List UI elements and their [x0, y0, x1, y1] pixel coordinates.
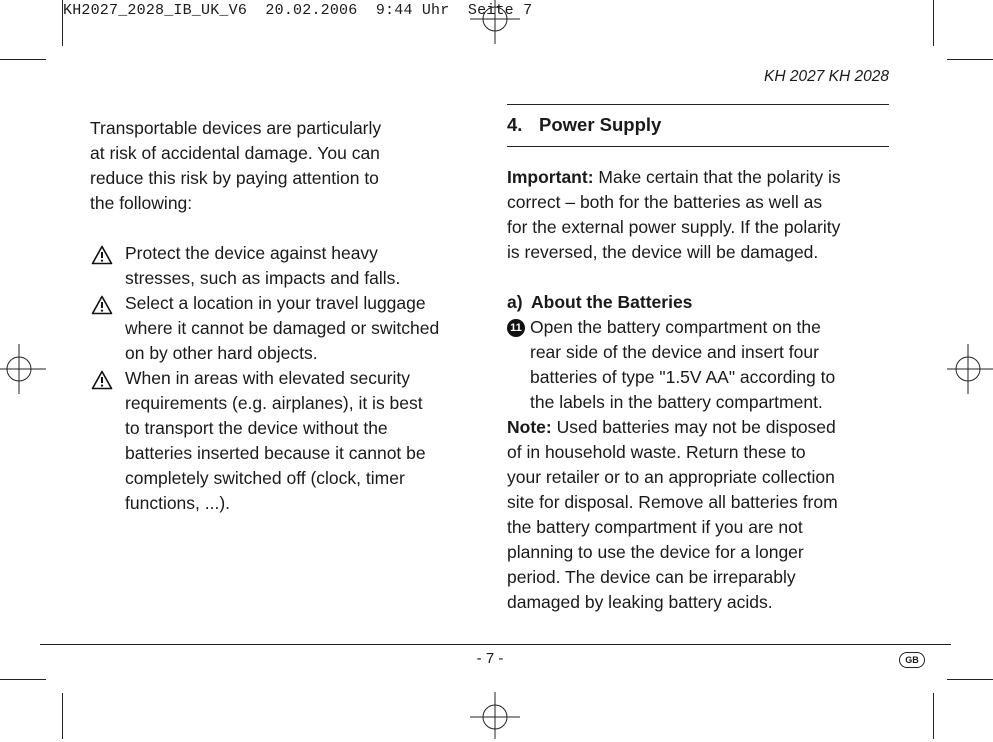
crop-mark — [933, 693, 934, 739]
crop-mark — [947, 59, 993, 60]
important-paragraph: Important: Make certain that the polarity is correct – both for the batteries as well as for the external power supply. If the polarity is reversed, the device will be damaged. — [507, 167, 841, 262]
model-number: KH 2027 KH 2028 — [764, 68, 889, 85]
country-badge: GB — [899, 652, 925, 668]
registration-mark-icon — [0, 344, 50, 394]
registration-mark-icon — [470, 692, 520, 742]
crop-mark — [947, 679, 993, 680]
intro-paragraph: Transportable devices are particularly at risk of accidental damage. You can reduce this risk by paying attention to the following: — [90, 118, 382, 213]
page-number: - 7 - — [476, 650, 504, 667]
registration-mark-icon — [943, 344, 993, 394]
step-item: 11 Open the battery compartment on the rear side of the device and insert four batteries of type "1.5V AA" according to the labels in the battery compartment. — [507, 315, 892, 415]
crop-mark — [0, 679, 46, 680]
subsection-heading: a) About the Batteries — [507, 292, 693, 312]
crop-mark — [0, 59, 46, 60]
left-column — [90, 116, 480, 516]
right-column — [507, 165, 892, 615]
step-number-badge: 11 — [507, 319, 525, 337]
registration-mark-icon — [470, 0, 520, 50]
warning-item: When in areas with elevated security requirements (e.g. airplanes), it is best to transport the device without the batteries inserted because it cannot be completely switched off (clock, timer functions, ...). — [90, 366, 480, 516]
section-rule-bottom — [507, 146, 889, 147]
crop-mark — [62, 693, 63, 739]
note-paragraph: Note: Used batteries may not be disposed of in household waste. Return these to your retailer or to an appropriate collection site for disposal. Remove all batteries from the battery compartment if you are not planning to use the device for a longer period. The device can be irreparably damaged by leaking battery acids. — [507, 417, 838, 612]
print-slug: KH2027_2028_IB_UK_V6 20.02.2006 9:44 Uhr Seite 7 — [63, 2, 533, 19]
section-rule-top — [507, 104, 889, 105]
crop-mark — [62, 0, 63, 46]
crop-mark — [933, 0, 934, 46]
warning-item: Protect the device against heavy stresses, such as impacts and falls. — [90, 241, 480, 291]
warning-triangle-icon — [91, 295, 113, 315]
section-heading: 4. Power Supply — [507, 114, 662, 135]
footer-rule — [40, 644, 951, 645]
warning-triangle-icon — [91, 245, 113, 265]
warning-triangle-icon — [91, 370, 113, 390]
warning-item: Select a location in your travel luggage where it cannot be damaged or switched on by other hard objects. — [90, 291, 480, 366]
